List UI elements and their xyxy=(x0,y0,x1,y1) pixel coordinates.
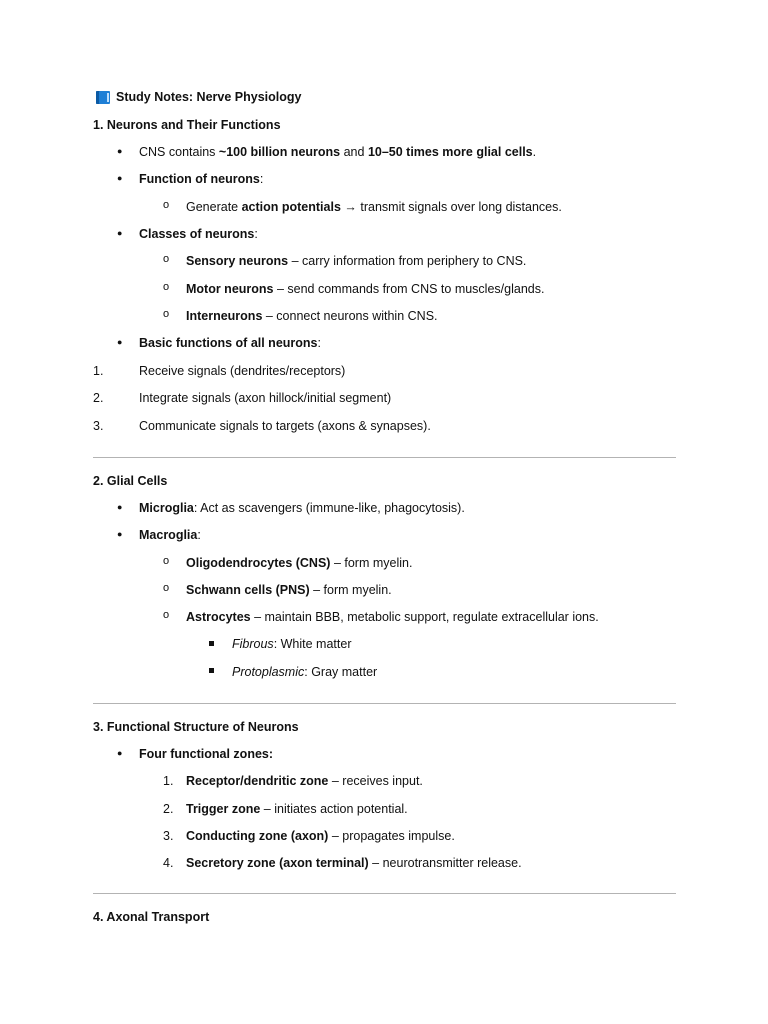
bullet-marker: ● xyxy=(117,173,123,183)
list-item: Motor neurons – send commands from CNS to muscles/glands. xyxy=(186,282,545,296)
circle-marker: o xyxy=(163,253,170,265)
book-icon xyxy=(96,91,110,104)
divider xyxy=(93,893,676,894)
bullet-marker: ● xyxy=(117,228,123,238)
list-number: 3. xyxy=(163,829,174,843)
bullet-marker: ● xyxy=(117,146,123,156)
list-item: Oligodendrocytes (CNS) – form myelin. xyxy=(186,556,413,570)
list-item: Generate action potentials → transmit signals over long distances. xyxy=(186,200,562,214)
list-item: Communicate signals to targets (axons & synapses). xyxy=(139,419,431,433)
list-item: Receive signals (dendrites/receptors) xyxy=(139,364,346,378)
page-title xyxy=(96,89,301,105)
list-number: 3. xyxy=(93,419,104,433)
list-item: Interneurons – connect neurons within CNS. xyxy=(186,309,438,323)
section-2-heading: 2. Glial Cells xyxy=(93,474,168,488)
list-item: Function of neurons: xyxy=(139,172,264,186)
circle-marker: o xyxy=(163,308,170,320)
bullet-marker: ● xyxy=(117,748,123,758)
list-item: Trigger zone – initiates action potential. xyxy=(186,802,408,816)
list-number: 1. xyxy=(163,774,174,788)
section-1-heading: 1. Neurons and Their Functions xyxy=(93,118,281,132)
divider xyxy=(93,703,676,704)
list-number: 4. xyxy=(163,856,174,870)
title-text: Study Notes: Nerve Physiology xyxy=(116,90,302,104)
list-item: Conducting zone (axon) – propagates impulse. xyxy=(186,829,455,843)
circle-marker: o xyxy=(163,281,170,293)
section-4-heading: 4. Axonal Transport xyxy=(93,910,210,924)
circle-marker: o xyxy=(163,582,170,594)
bullet-marker: ● xyxy=(117,337,123,347)
list-item: Protoplasmic: Gray matter xyxy=(232,665,378,679)
list-number: 1. xyxy=(93,364,104,378)
list-item: Secretory zone (axon terminal) – neurotransmitter release. xyxy=(186,856,522,870)
list-item: Macroglia: xyxy=(139,528,201,542)
list-number: 2. xyxy=(93,391,104,405)
list-item: CNS contains ~100 billion neurons and 10–50 times more glial cells. xyxy=(139,145,537,159)
circle-marker: o xyxy=(163,555,170,567)
divider xyxy=(93,457,676,458)
list-item: Integrate signals (axon hillock/initial segment) xyxy=(139,391,392,405)
list-item: Schwann cells (PNS) – form myelin. xyxy=(186,583,392,597)
square-bullet-icon xyxy=(209,641,214,646)
list-item: Fibrous: White matter xyxy=(232,637,352,651)
list-item: Receptor/dendritic zone – receives input. xyxy=(186,774,423,788)
circle-marker: o xyxy=(163,609,170,621)
circle-marker: o xyxy=(163,199,170,211)
list-item: Four functional zones: xyxy=(139,747,274,761)
square-bullet-icon xyxy=(209,668,214,673)
section-3-heading: 3. Functional Structure of Neurons xyxy=(93,720,299,734)
list-number: 2. xyxy=(163,802,174,816)
list-item: Microglia: Act as scavengers (immune-like, phagocytosis). xyxy=(139,501,465,515)
list-item: Sensory neurons – carry information from periphery to CNS. xyxy=(186,254,527,268)
bullet-marker: ● xyxy=(117,529,123,539)
bullet-marker: ● xyxy=(117,502,123,512)
list-item: Astrocytes – maintain BBB, metabolic support, regulate extracellular ions. xyxy=(186,610,599,624)
list-item: Classes of neurons: xyxy=(139,227,258,241)
list-item: Basic functions of all neurons: xyxy=(139,336,321,350)
